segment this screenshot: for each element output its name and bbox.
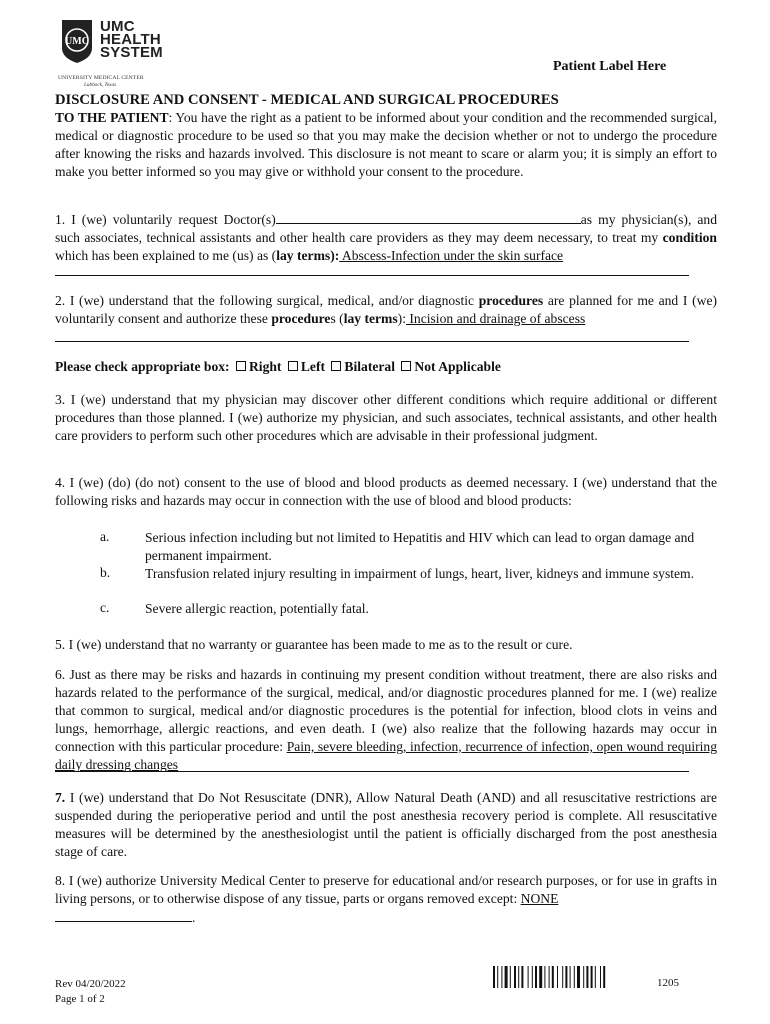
hazards-value: Pain, severe bleeding, infection, recurrence of infection, open wound requiring daily dressing changes: [55, 739, 717, 772]
physician-name-field[interactable]: [276, 210, 581, 224]
list-item-letter: a.: [100, 529, 110, 544]
procedure-value: Incision and drainage of abscess: [405, 311, 586, 326]
list-item-letter: c.: [100, 600, 110, 615]
section-1: 1. I (we) voluntarily request Doctor(s) as my physician(s), and such associates, technical assistants and other health care providers as they may deem necessary, to treat my condition which has been explained to me (us) as (lay terms): Abscess-Infection under the skin surface: [55, 212, 718, 263]
section-2: 2. I (we) understand that the following surgical, medical, and/or diagnostic procedures are planned for me and I (we) voluntarily consent and authorize these procedures (lay terms): Incision and drainage of abscess: [55, 293, 718, 326]
exception-value: NONE: [520, 891, 559, 906]
procedure-line: [55, 341, 689, 342]
intro-paragraph: TO THE PATIENT: You have the right as a patient to be informed about your condition and the recommended surgical, medical or diagnostic procedure to be used so that you may make the decision whether or not to undergo the procedure after knowing the risks and hazards involved. This disclosure is not meant to scare or alarm you; it is simply an effort to make you better informed so you may give or withhold your consent to the procedure.: [55, 110, 717, 179]
list-item: Severe allergic reaction, potentially fatal.: [145, 601, 369, 616]
logo-wordmark: UMC HEALTH SYSTEM: [100, 18, 163, 61]
exception-line[interactable]: .: [55, 908, 195, 927]
condition-line: [55, 275, 689, 276]
section-4: 4. I (we) (do) (do not) consent to the use of blood and blood products as deemed necessary. I (we) understand that the following risks and hazards may occur in connection with the use of blood and blood products:: [55, 475, 717, 508]
hazards-line: [55, 771, 689, 772]
list-item: Serious infection including but not limited to Hepatitis and HIV which can lead to organ damage and permanent impairment.: [145, 530, 695, 563]
umc-logo: [58, 18, 168, 88]
section-8: 8. I (we) authorize University Medical Center to preserve for educational and/or research purposes, or for use in grafts in living persons, or to otherwise dispose of any tissue, parts or organs removed except: NONE: [55, 873, 717, 906]
section-6: 6. Just as there may be risks and hazards in continuing my present condition without treatment, there are also risks and hazards related to the performance of the surgical, medical, and/or diagnostic procedures planned for me. I (we) realize that common to surgical, medical and/or diagnostic procedures is the potential for infection, blood clots in veins and lungs, hemorrhage, allergic reactions, and even death. I (we) also realize that the following hazards may occur in connection with this particular procedure: Pain, severe bleeding, infection, recurrence of infection, open wound requiring daily dressing changes: [55, 667, 717, 772]
svg-text:UMC: UMC: [65, 36, 89, 47]
checkbox-bilateral[interactable]: [331, 361, 341, 371]
checkbox-right[interactable]: [236, 361, 246, 371]
section-3: 3. I (we) understand that my physician may discover other different conditions which require additional or different procedures than those planned. I (we) authorize my physician, and such associates, technical assistants, and other health care providers to perform such other procedures which are advisable in their professional judgment.: [55, 392, 717, 443]
section-5: 5. I (we) understand that no warranty or guarantee has been made to me as to the result or cure.: [55, 637, 573, 652]
section-7: 7. I (we) understand that Do Not Resuscitate (DNR), Allow Natural Death (AND) and all resuscitative restrictions are suspended during the perioperative period and until the post anesthesia recovery period is complete. All resuscitative measures will be determined by the anesthesiologist until the patient is officially discharged from the post anesthesia stage of care.: [55, 790, 717, 859]
checkbox-not-applicable[interactable]: [401, 361, 411, 371]
footer-revision: Rev 04/20/2022 Page 1 of 2: [55, 978, 126, 1005]
form-number: 1205: [657, 977, 679, 989]
patient-label-placeholder: Patient Label Here: [553, 59, 667, 74]
list-item-letter: b.: [100, 565, 111, 580]
barcode-icon: [493, 966, 641, 988]
logo-location: Lubbock, Texas: [84, 82, 117, 88]
logo-subtitle: UNIVERSITY MEDICAL CENTER: [58, 75, 144, 81]
umc-shield-icon: [58, 18, 96, 64]
condition-value: Abscess-Infection under the skin surface: [339, 248, 564, 263]
intro-lead: TO THE PATIENT: [55, 110, 169, 125]
list-item: Transfusion related injury resulting in impairment of lungs, heart, liver, kidneys and immune system.: [145, 566, 695, 581]
side-checkbox-row: Please check appropriate box: Right Left Bilateral Not Applicable: [55, 359, 501, 374]
checkbox-left[interactable]: [288, 361, 298, 371]
document-title: DISCLOSURE AND CONSENT - MEDICAL AND SURGICAL PROCEDURES: [55, 92, 559, 108]
